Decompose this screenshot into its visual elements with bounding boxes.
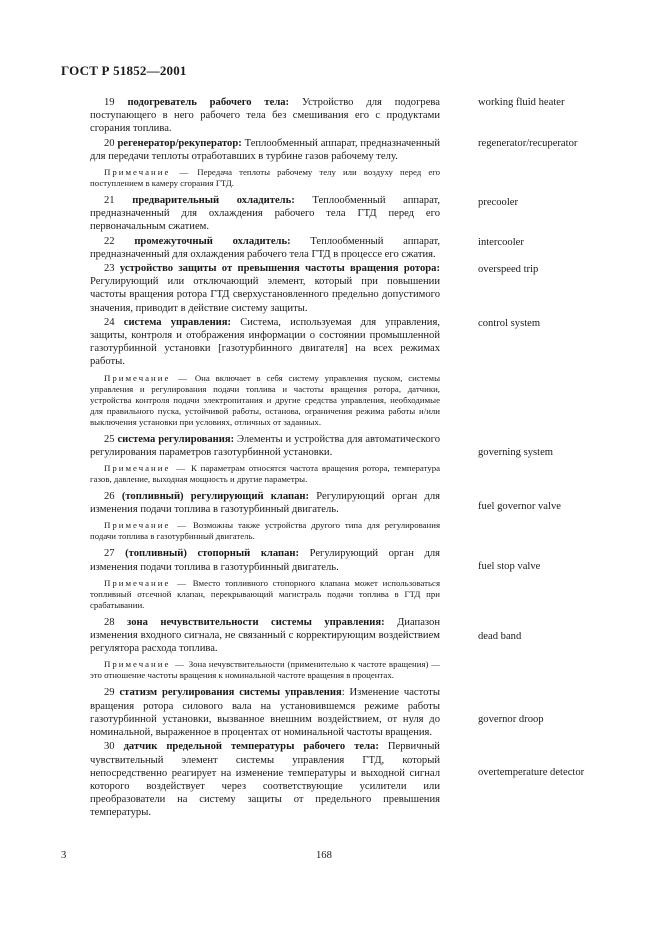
entry-24: 24 система управления: Система, используемая для управления, защиты, контроля и отображения информации о состоянии промышленной газотурбинной установки [газотурбинного двигателя] на всех режимах работы. Примечание — Она включает в себя систему управления пуском, системы управления и регулирования подачи топлива и частоты вращения ротора, датчики, устройства контроля подачи электропитания и другие средства управления, необходимые для правильного пуска, устойчивой работы, останова, ограничения режима работы и/или выключения установки при условиях, отличных от заданных.	[90, 316, 441, 427]
entry-27: 27 (топливный) стопорный клапан: Регулирующий орган для изменения подачи топлива в газотурбинный двигатель. Примечание — Вместо топливного стопорного клапана может использоваться топливный отсечной клапан, перекрывающий магистраль подачи топлива в ГТД при срабатывании.	[90, 548, 440, 610]
english-term: control system	[478, 318, 541, 329]
page-number-center: 168	[316, 850, 332, 861]
english-term: overtemperature detector	[478, 767, 585, 778]
english-term: fuel stop valve	[478, 561, 541, 572]
note: Примечание — Передача теплоты рабочему телу или воздуху перед его поступлением в камеру сгорания ГТД.	[90, 167, 441, 189]
note: Примечание — Зона нечувствительности (применительно к частоте вращения) — это отношение частоты вращения к номинальной частоте вращения в процентах.	[90, 659, 440, 681]
english-term: overspeed trip	[478, 264, 539, 275]
english-term: regenerator/recuperator	[478, 138, 578, 149]
entry-23: 23 устройство защиты от превышения частоты вращения ротора: Регулирующий или отключающий элемент, который при повышении частоты вращения ротора ГТД сверхустановленного предельно допустимого значения, приводит в действие систему защиты.	[90, 263, 440, 314]
entry-21: 21 предварительный охладитель: Теплообменный аппарат, предназначенный для охлаждения рабочего тела ГТД перед его первоначальным сжатием.	[90, 195, 440, 233]
entry-22: 22 промежуточный охладитель: Теплообменный аппарат, предназначенный для охлаждения рабочего тела ГТД в процессе его сжатия.	[90, 235, 440, 260]
entry-28: 28 зона нечувствительности системы управления: Диапазон изменения входного сигнала, не связанный с корректирующим воздействием регулятора расхода топлива. Примечание — Зона нечувствительности (применительно к частоте вращения) — это отношение частоты вращения к номинальной частоте вращения в процентах.	[90, 616, 441, 681]
entry-20: 20 регенератор/рекуператор: Теплообменный аппарат, предназначенный для передачи теплоты отработавших в турбине газов рабочему телу. Примечание — Передача теплоты рабочему телу или воздуху перед его поступлением в камеру сгорания ГТД.	[90, 137, 441, 189]
english-term: precooler	[478, 197, 518, 208]
english-term: governing system	[478, 447, 554, 458]
entry-30: 30 датчик предельной температуры рабочего тела: Первичный чувствительный элемент системы управления ГТД, который непосредственно реагирует на изменение температуры и выходной сигнал которого воздействует через соответствующие усилители или преобразователи на систему защиты от предельного превышения температуры.	[90, 741, 440, 819]
note: Примечание — Вместо топливного стопорного клапана может использоваться топливный отсечной клапан, перекрывающий магистраль подачи топлива в ГТД при срабатывании.	[90, 577, 440, 610]
page-number-left: 3	[61, 850, 67, 861]
english-term: fuel governor valve	[478, 501, 561, 512]
note: Примечание — К параметрам относятся частота вращения ротора, температура газов, давление, выходная мощность и другие параметры.	[90, 463, 441, 485]
note: Примечание — Возможны также устройства другого типа для регулирования подачи топлива в газотурбинный двигатель.	[90, 520, 441, 542]
note: Примечание — Она включает в себя систему управления пуском, системы управления и регулирования подачи топлива и частоты вращения ротора, датчики, устройства контроля подачи электропитания и другие средства управления, необходимые для правильного пуска, устойчивой работы, останова, ограничения режима работы и/или выключения установки при условиях, отличных от заданных.	[90, 372, 441, 427]
entry-29: 29 статизм регулирования системы управления: Изменение частоты вращения ротора силового вала на установившемся режиме работы газотурбинной установки, вызванное внешним воздействием, от нуля до номинальной, выраженное в процентах от номинальной частоты вращения.	[90, 687, 440, 739]
entry-26: 26 (топливный) регулирующий клапан: Регулирующий орган для изменения подачи топлива в газотурбинный двигатель. Примечание — Возможны также устройства другого типа для регулирования подачи топлива в газотурбинный двигатель.	[90, 491, 441, 542]
english-term: working fluid heater	[478, 97, 565, 108]
entry-19: 19 подогреватель рабочего тела: Устройство для подогрева поступающего в него рабочего тела без смешивания его с продуктами сгорания топлива.	[90, 97, 440, 135]
document-header: ГОСТ Р 51852—2001	[61, 63, 187, 78]
english-term: dead band	[478, 631, 522, 642]
main-text	[90, 96, 440, 821]
english-term: governor droop	[478, 714, 544, 725]
entry-25: 25 система регулирования: Элементы и устройства для автоматического регулирования параметров газотурбинной установки. Примечание — К параметрам относятся частота вращения ротора, температура газов, давление, выходная мощность и другие параметры.	[90, 433, 441, 485]
english-term: intercooler	[478, 237, 524, 248]
